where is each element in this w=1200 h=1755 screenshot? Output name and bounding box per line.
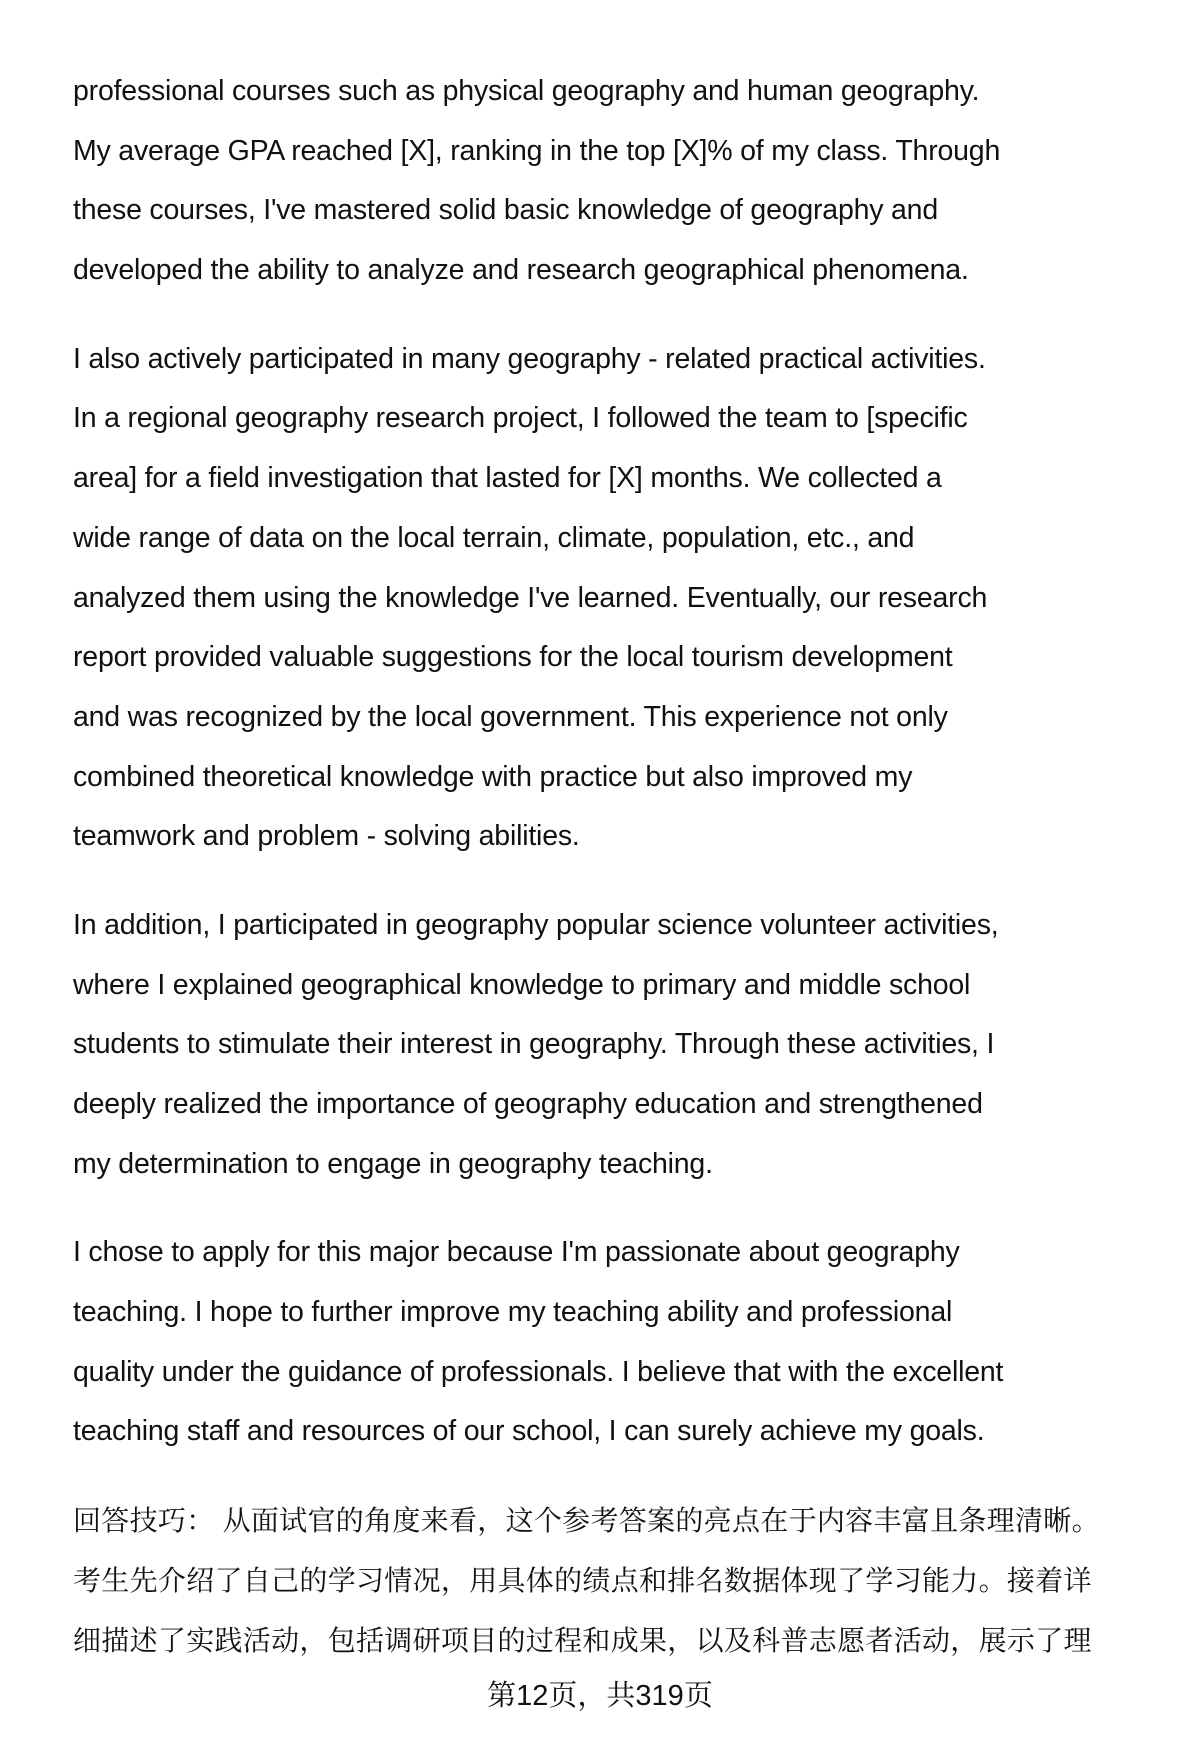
answer-tips: [73, 1491, 1163, 1670]
text-line: 细描述了实践活动，包括调研项目的过程和成果，以及科普志愿者活动，展示了理: [73, 1624, 1092, 1656]
text-line: quality under the guidance of professionals. I believe that with the excellent: [73, 1355, 1004, 1388]
paragraph-motivation: [73, 1223, 1163, 1462]
text-line: analyzed them using the knowledge I've learned. Eventually, our research: [73, 581, 988, 614]
text-line: professional courses such as physical geography and human geography.: [73, 75, 980, 107]
text-line: wide range of data on the local terrain, climate, population, etc., and: [73, 521, 915, 554]
text-line: 考生先介绍了自己的学习情况，用具体的绩点和排名数据体现了学习能力。接着详: [73, 1564, 1092, 1596]
paragraph-academics: [73, 62, 1163, 301]
text-line: teaching staff and resources of our school, I can surely achieve my goals.: [73, 1415, 985, 1448]
text-line: I chose to apply for this major because I'm passionate about geography: [73, 1236, 960, 1269]
text-line: developed the ability to analyze and research geographical phenomena.: [73, 254, 969, 287]
document-body: [73, 62, 1163, 1699]
paragraph-volunteer: [73, 896, 1163, 1194]
page-number: 第12页，共319页: [487, 1680, 713, 1712]
text-line: area] for a field investigation that lasted for [X] months. We collected a: [73, 462, 942, 495]
text-line: In a regional geography research project, I followed the team to [specific: [73, 402, 968, 435]
text-line: teamwork and problem - solving abilities.: [73, 820, 580, 853]
text-line: and was recognized by the local government. This experience not only: [73, 700, 948, 733]
text-line: deeply realized the importance of geography education and strengthened: [73, 1088, 983, 1120]
text-line: report provided valuable suggestions for the local tourism development: [73, 641, 953, 674]
text-line: 回答技巧： 从面试官的角度来看，这个参考答案的亮点在于内容丰富且条理清晰。: [73, 1505, 1100, 1537]
paragraph-practice: [73, 330, 1163, 867]
text-line: My average GPA reached [X], ranking in the top [X]% of my class. Through: [73, 134, 1001, 167]
text-line: students to stimulate their interest in geography. Through these activities, I: [73, 1028, 995, 1061]
text-line: combined theoretical knowledge with practice but also improved my: [73, 760, 913, 793]
text-line: I also actively participated in many geography - related practical activities.: [73, 342, 986, 375]
text-line: my determination to engage in geography teaching.: [73, 1147, 713, 1180]
text-line: In addition, I participated in geography popular science volunteer activities,: [73, 908, 999, 941]
text-line: teaching. I hope to further improve my teaching ability and professional: [73, 1296, 953, 1329]
text-line: where I explained geographical knowledge to primary and middle school: [73, 968, 971, 1001]
text-line: these courses, I've mastered solid basic knowledge of geography and: [73, 194, 938, 227]
